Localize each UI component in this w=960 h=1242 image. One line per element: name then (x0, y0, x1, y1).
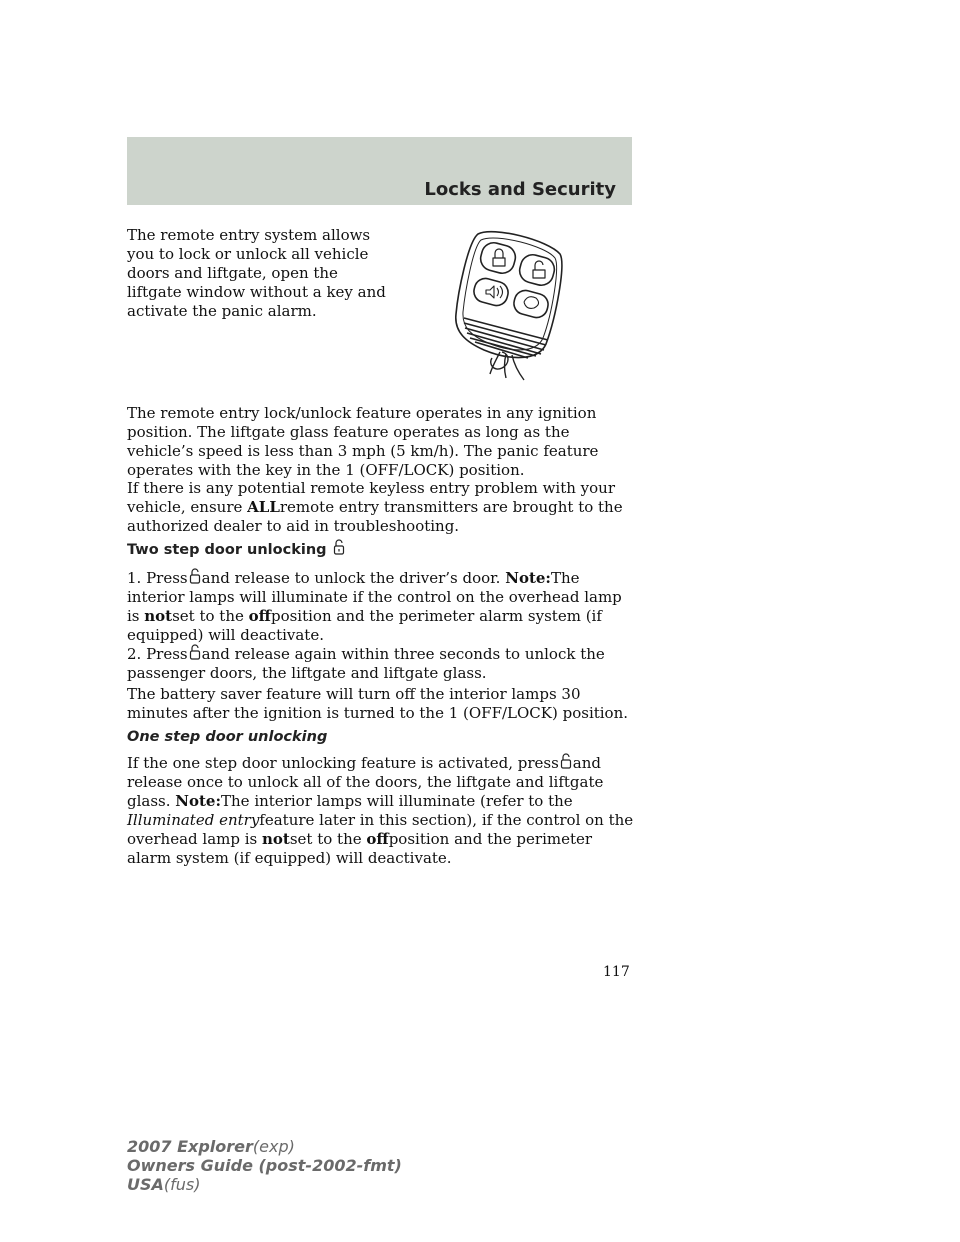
text-run: 1. Press (127, 569, 188, 587)
text-run: feature later in this section), if the control on the overhead lamp is (127, 811, 634, 848)
text-run: set to the (289, 830, 367, 848)
troubleshooting-text (127, 479, 637, 536)
cross-reference: Illuminated entry (127, 811, 260, 829)
section-title: Locks and Security (424, 179, 616, 200)
bold-not: not (144, 607, 173, 625)
battery-saver-paragraph (127, 685, 637, 723)
footer-line-1 (127, 1137, 402, 1156)
text-run: set to the (172, 607, 249, 625)
one-step-heading-text: One step door unlocking (127, 729, 328, 745)
one-step-text (127, 752, 637, 868)
text-run: remote entry transmitters are brought to the authorized dealer to aid in troubleshooting. (127, 498, 623, 535)
footer-model: 2007 Explorer (127, 1137, 253, 1156)
footer-market: USA (127, 1175, 164, 1194)
footer-line-3 (127, 1175, 402, 1194)
remote-key-fob-icon (448, 222, 566, 397)
two-step-heading-text: Two step door unlocking (127, 542, 327, 558)
text-run: 2. Press (127, 645, 188, 663)
features-paragraph (127, 404, 637, 480)
page-number: 117 (603, 964, 630, 980)
text-run: The interior lamps will illuminate (refer to the (221, 792, 573, 810)
footer-market-code: (fus) (163, 1175, 201, 1194)
footer (127, 1137, 402, 1194)
text-run: The interior lamps will illuminate if the control on the overhead lamp is (127, 569, 622, 625)
step-2-paragraph (127, 643, 637, 683)
bold-all: ALL (247, 498, 280, 516)
unlock-icon (188, 643, 202, 661)
unlock-icon (188, 567, 202, 585)
battery-saver-text: The battery saver feature will turn off the interior lamps 30 minutes after the ignition is turned to the 1 (OFF/LOCK) position. (127, 685, 629, 722)
text-run: and release to unlock the driver’s door. (201, 569, 506, 587)
footer-line-2: Owners Guide (post-2002-fmt) (127, 1156, 402, 1175)
two-step-heading (127, 538, 637, 560)
intro-paragraph (127, 226, 387, 321)
step-2-text (127, 643, 637, 683)
text-run: If the one step door unlocking feature is activated, press (127, 754, 559, 772)
text-run: If there is any potential remote keyless entry problem with your vehicle, ensure (127, 479, 615, 516)
step-1-text (127, 567, 637, 645)
text-run: position and the perimeter alarm system (if equipped) will deactivate. (127, 830, 593, 867)
one-step-paragraph (127, 752, 637, 868)
intro-text: The remote entry system allows you to lock or unlock all vehicle doors and liftgate, open the liftgate window without a key and activate the panic alarm. (127, 226, 386, 320)
step-1-paragraph (127, 567, 637, 645)
features-text: The remote entry lock/unlock feature operates in any ignition position. The liftgate glass feature operates as long as the vehicle’s speed is less than 3 mph (5 km/h). The panic feature operates with the key in the 1 (OFF/LOCK) position. (127, 404, 599, 479)
section-header-band (127, 137, 632, 205)
note-label: Note: (175, 792, 222, 810)
text-run: and release once to unlock all of the doors, the liftgate and liftgate glass. (127, 754, 604, 810)
bold-not: not (262, 830, 290, 848)
footer-model-code: (exp) (252, 1137, 295, 1156)
unlock-icon (559, 752, 573, 770)
unlock-icon (332, 538, 346, 556)
text-run: position and the perimeter alarm system (if equipped) will deactivate. (127, 607, 602, 644)
one-step-heading (127, 726, 637, 747)
bold-off: off (248, 607, 271, 625)
note-label: Note: (505, 569, 551, 587)
text-run: and release again within three seconds to unlock the passenger doors, the liftgate and liftgate glass. (127, 645, 605, 682)
bold-off: off (366, 830, 389, 848)
troubleshooting-paragraph (127, 479, 637, 536)
